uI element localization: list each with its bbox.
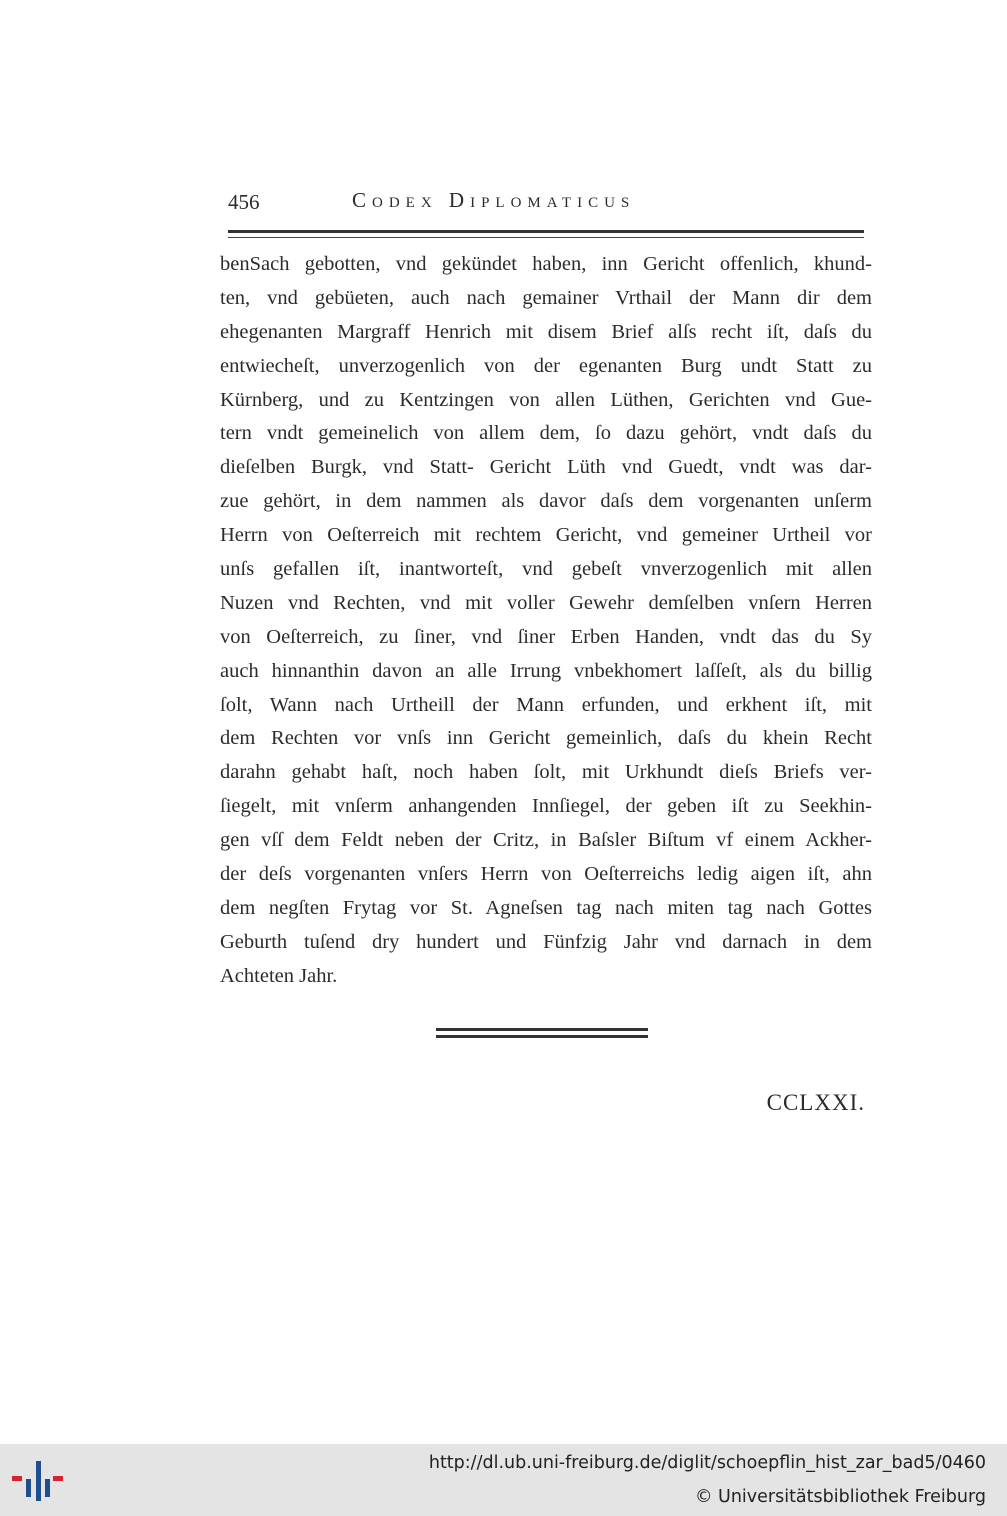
text-line: entwiecheſt, unverzogenlich von der egenanten Burg undt Statt zu [220, 354, 872, 377]
page-number: 456 [228, 190, 260, 214]
text-line: dem Rechten vor vnſs inn Gericht gemeinlich, daſs du khein Recht [220, 727, 872, 750]
text-line: gen vſſ dem Feldt neben der Critz, in Baſsler Biſtum vf einem Ackher- [220, 829, 872, 852]
text-line: ehegenanten Margraff Henrich mit disem Brief alſs recht iſt, daſs du [220, 320, 872, 343]
running-head: Codex Diplomaticus [352, 188, 636, 212]
ornament-rule-top [436, 1028, 648, 1031]
text-line: dem negſten Frytag vor St. Agneſsen tag nach miten tag nach Gottes [220, 896, 872, 919]
footer-url-link[interactable]: http://dl.ub.uni-freiburg.de/diglit/schoepflin_hist_zar_bad5/0460 [428, 1453, 986, 1473]
text-line: dieſelben Burgk, vnd Statt- Gericht Lüth vnd Guedt, vndt was dar- [220, 456, 872, 479]
ornament-rule-bottom [436, 1035, 648, 1038]
text-line: unſs gefallen iſt, inantworteſt, vnd gebeſt vnverzogenlich mit allen [220, 558, 872, 581]
footer-bar [0, 1444, 1007, 1516]
text-line: darahn gehabt haſt, noch haben ſolt, mit Urkhundt dieſs Briefs ver- [220, 761, 872, 784]
text-line: Herrn von Oeſterreich mit rechtem Gericht, vnd gemeiner Urtheil vor [220, 524, 872, 547]
header-rule-thick [228, 230, 864, 233]
text-line: Achteten Jahr. [220, 964, 338, 987]
text-line: ten, vnd gebüeten, auch nach gemainer Vrthail der Mann dir dem [220, 286, 872, 309]
text-line: auch hinnanthin davon an alle Irrung vnbekhomert laſſeſt, als du billig [220, 659, 872, 682]
footer-copyright: © Universitätsbibliothek Freiburg [694, 1487, 986, 1507]
header-rule-thin [228, 237, 864, 238]
text-line: ſolt, Wann nach Urtheill der Mann erfunden, und erkhent iſt, mit [220, 693, 872, 716]
text-line: von Oeſterreich, zu ſiner, vnd ſiner Erben Handen, vndt das du Sy [220, 625, 872, 648]
text-line: ſiegelt, mit vnſerm anhangenden Innſiegel, der geben iſt zu Seekhin- [220, 795, 872, 818]
text-line: Nuzen vnd Rechten, vnd mit voller Gewehr demſelben vnſern Herren [220, 591, 872, 614]
text-line: tern vndt gemeinelich von allem dem, ſo dazu gehört, vndt daſs du [220, 422, 872, 445]
text-line: zue gehört, in dem nammen als davor daſs dem vorgenanten unſerm [220, 490, 872, 513]
text-line: Kürnberg, und zu Kentzingen von allen Lüthen, Gerichten vnd Gue- [220, 388, 872, 411]
text-line: der deſs vorgenanten vnſers Herrn von Oeſterreichs ledig aigen iſt, ahn [220, 863, 872, 886]
text-line: benSach gebotten, vnd gekündet haben, inn Gericht offenlich, khund- [220, 253, 872, 275]
ub-freiburg-logo-icon [12, 1457, 64, 1505]
document-number: CCLXXI. [766, 1090, 865, 1115]
body-text [220, 248, 872, 994]
text-line: Geburth tuſend dry hundert und Fünfzig Jahr vnd darnach in dem [220, 930, 872, 953]
